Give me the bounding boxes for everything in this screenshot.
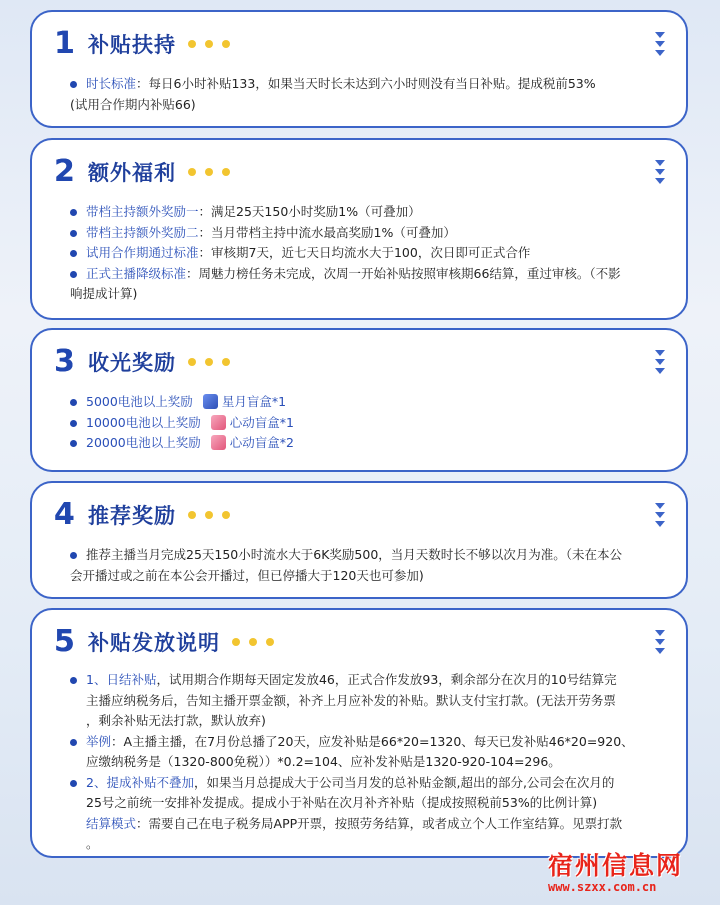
dots-decoration <box>188 168 230 176</box>
list-item: 举例：A主播主播，在7月份总播了20天，应发补贴是66*20=1320、每天已发补贴46*20=920、 应缴纳税务是（1320-800免税））*0.2=104、应补发补贴是1320-920-104=296。 <box>70 732 664 773</box>
section-body <box>70 545 664 586</box>
section-number: 2 <box>54 157 80 187</box>
chevron-down-icon[interactable] <box>654 630 666 657</box>
list-item: 推荐主播当月完成25天150小时流水大于6K奖励500，当月天数时长不够以次月为准。（未在本公 会开播过或之前在本公会开播过，但已停播大于120天也可参加) <box>70 545 664 586</box>
section-card-2 <box>30 138 688 320</box>
section-card-1 <box>30 10 688 128</box>
gift-box-icon <box>211 415 226 430</box>
chevron-down-icon[interactable] <box>654 350 666 377</box>
section-number: 5 <box>54 627 80 657</box>
section-header <box>54 344 230 380</box>
dots-decoration <box>232 638 274 646</box>
watermark-url: www.szxx.com.cn <box>548 880 657 894</box>
section-number: 1 <box>54 29 80 59</box>
section-title: 补贴扶持 <box>88 29 176 59</box>
list-item: 时长标准：每日6小时补贴133，如果当天时长未达到六小时则没有当日补贴。提成税前53% (试用合作期内补贴66) <box>70 74 664 115</box>
list-item: 结算模式：需要自己在电子税务局APP开票，按照劳务结算，或者成立个人工作室结算。见票打款 。 <box>86 815 623 851</box>
list-item: 20000电池以上奖励 心动盲盒*2 <box>70 433 664 454</box>
section-body <box>70 392 664 454</box>
section-title: 补贴发放说明 <box>88 627 220 657</box>
section-card-3 <box>30 328 688 472</box>
section-body <box>70 670 664 855</box>
chevron-down-icon[interactable] <box>654 503 666 530</box>
gift-box-icon <box>211 435 226 450</box>
list-item: 带档主持额外奖励二：当月带档主持中流水最高奖励1%（可叠加） <box>70 223 664 244</box>
section-title: 推荐奖励 <box>88 500 176 530</box>
dots-decoration <box>188 358 230 366</box>
section-header <box>54 497 230 533</box>
section-header <box>54 26 230 62</box>
list-item: 2、提成补贴不叠加，如果当月总提成大于公司当月发的总补贴金额,超出的部分,公司会在次月的 25号之前统一安排补发提成。提成小于补贴在次月补齐补贴（提成按照税前53%的比例计算) <box>70 773 664 814</box>
list-item: 5000电池以上奖励 星月盲盒*1 <box>70 392 664 413</box>
section-number: 4 <box>54 500 80 530</box>
list-item: 试用合作期通过标准：审核期7天，近七天日均流水大于100，次日即可正式合作 <box>70 243 664 264</box>
dots-decoration <box>188 40 230 48</box>
section-title: 额外福利 <box>88 157 176 187</box>
section-body <box>70 74 664 115</box>
site-watermark <box>548 852 708 902</box>
section-card-5 <box>30 608 688 858</box>
section-number: 3 <box>54 347 80 377</box>
list-item: 1、日结补贴，试用期合作期每天固定发放46，正式合作发放93，剩余部分在次月的10号结算完 主播应纳税务后，告知主播开票金额，补齐上月应补发的补贴。默认支付宝打款。(无法开劳务票 ，剩余补贴无法打款，默认放弃) <box>70 670 664 732</box>
section-header <box>54 154 230 190</box>
watermark-text: 宿州信息网 <box>548 851 684 880</box>
list-item: 10000电池以上奖励 心动盲盒*1 <box>70 413 664 434</box>
blind-box-icon <box>203 394 218 409</box>
section-body <box>70 202 664 305</box>
list-item: 带档主持额外奖励一：满足25天150小时奖励1%（可叠加） <box>70 202 664 223</box>
section-title: 收光奖励 <box>88 347 176 377</box>
chevron-down-icon[interactable] <box>654 32 666 59</box>
chevron-down-icon[interactable] <box>654 160 666 187</box>
section-header <box>54 624 274 660</box>
section-card-4 <box>30 481 688 599</box>
list-item: 正式主播降级标准：周魅力榜任务未完成，次周一开始补贴按照审核期66结算，重过审核。（不影 响提成计算) <box>70 264 664 305</box>
dots-decoration <box>188 511 230 519</box>
